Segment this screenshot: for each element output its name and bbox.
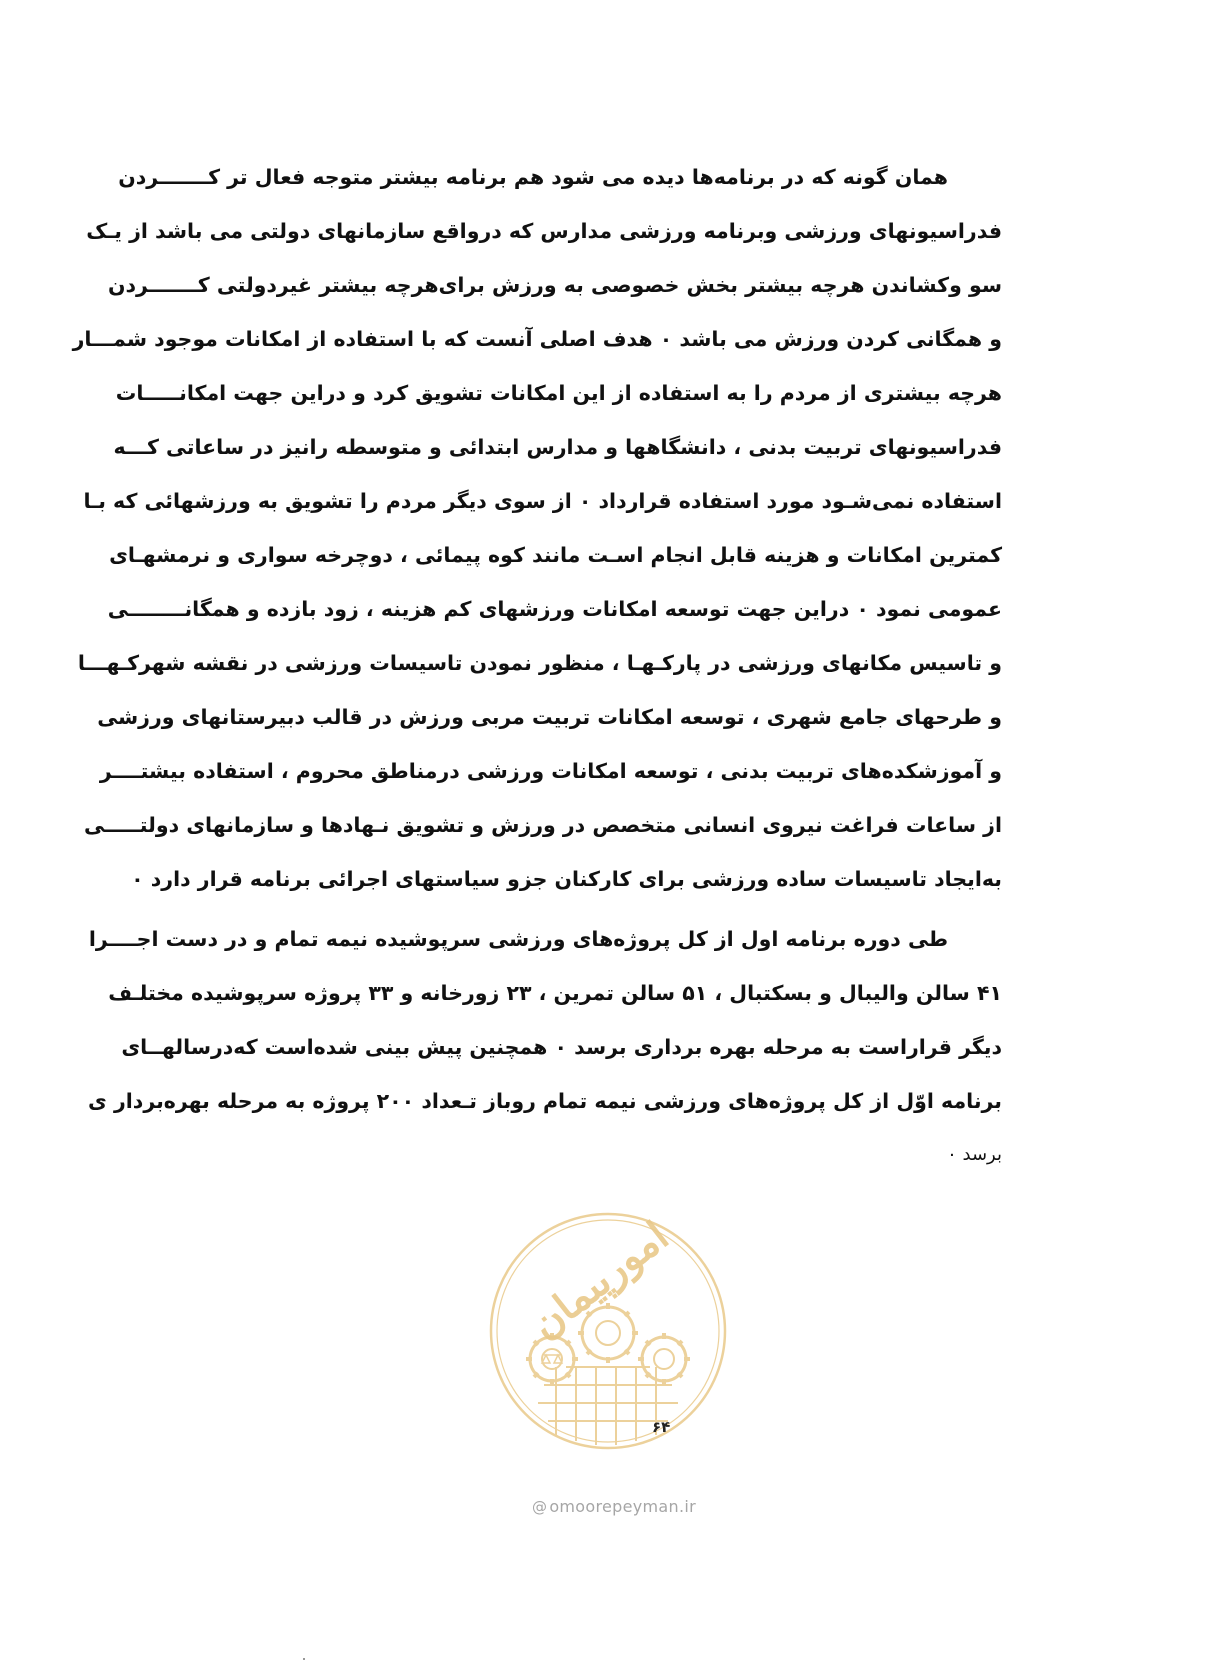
body-text	[72, 150, 1002, 1182]
text-line: و آموزشکده‌های تربیت بدنی ، توسعه امکانات ورزشی درمناطق محروم ، استفاده بیشتــــر	[99, 759, 1002, 783]
text-line: از ساعات فراغت نیروی انسانی متخصص در ورزش و تشویق نـهادها و سازمانهای دولتـــــی	[83, 813, 1002, 837]
text-line: ۴۱ سالن والیبال و بسکتبال ، ۵۱ سالن تمرین ، ۲۳ زورخانه و ۳۳ پروژه سرپوشیده مختلـف	[108, 981, 1002, 1005]
text-line: استفاده نمی‌شـود مورد استفاده قرارداد ۰ از سوی دیگر مردم را تشویق به ورزشهائی که بـا	[83, 489, 1002, 513]
page-number: ۶۴	[652, 1418, 671, 1436]
svg-text:امورپیمان: امورپیمان	[522, 1212, 678, 1349]
text-line: به‌ایجاد تاسیسات ساده ورزشی برای کارکنان جزو سیاستهای اجرائی برنامه قرار دارد ۰	[131, 867, 1002, 891]
text-line: و تاسیس مکانهای ورزشی در پارکـهـا ، منظور نمودن تاسیسات ورزشی در نقشه شهرکـهـــا	[77, 651, 1002, 675]
text-line: هرچه بیشتری از مردم را به استفاده از این امکانات تشویق کرد و دراین جهت امکانـــــات	[115, 381, 1002, 405]
watermark-logo	[486, 1209, 730, 1453]
text-line: و طرحهای جامع شهری ، توسعه امکانات تربیت مربی ورزش در قالب دبیرستانهای ورزشی	[97, 705, 1002, 729]
text-line: همان گونه که در برنامه‌ها دیده می شود هم برنامه بیشتر متوجه فعال تر کـــــــردن	[118, 165, 948, 189]
text-line: کمترین امکانات و هزینه قابل انجام اسـت مانند کوه پیمائی ، دوچرخه سواری و نرمشهـای	[109, 543, 1002, 567]
text-line: برسد ۰	[947, 1144, 1002, 1165]
text-line: طی دوره برنامه اول از کل پروژه‌های ورزشی سرپوشیده نیمه تمام و در دست اجــــرا	[88, 927, 948, 951]
paragraph-1	[72, 150, 1002, 906]
text-line: دیگر قرار‌است به مرحله بهره برداری برسد ۰ همچنین پیش بینی شده‌است که‌درسالهــای	[121, 1035, 1002, 1059]
seal-icon	[486, 1209, 730, 1453]
website-text: omoorepeyman.ir	[549, 1497, 696, 1516]
text-line: و همگانی کردن ورزش می باشد ۰ هدف اصلی آنست که با استفاده از امکانات موجود شمـــار	[72, 327, 1002, 351]
text-line: فدراسیونهای ورزشی وبرنامه ورزشی مدارس که درواقع سازمانهای دولتی می باشد از یـک	[86, 219, 1002, 243]
text-line: فدراسیونهای تربیت بدنی ، دانشگاهها و مدارس ابتدائی و متوسطه رانیز در ساعاتی کـــه	[113, 435, 1002, 459]
text-line: سو وکشاندن هرچه بیشتر بخش خصوصی به ورزش برای‌هرچه بیشتر غیردولتی کـــــــردن	[107, 273, 1002, 297]
paragraph-2	[88, 912, 1002, 1182]
website-handle	[0, 1497, 1228, 1516]
text-line: عمومی نمود ۰ دراین جهت توسعه امکانات ورزشهای کم هزینه ، زود بازده و همگانــــــــی	[107, 597, 1002, 621]
at-icon: @	[532, 1498, 548, 1516]
scan-speck	[303, 1658, 305, 1660]
text-line: برنامه اوّل از کل پروژه‌های ورزشی نیمه تمام روباز تـعداد ۲۰۰ پروژه به مرحله بهره‌بردار ی	[88, 1089, 1002, 1113]
